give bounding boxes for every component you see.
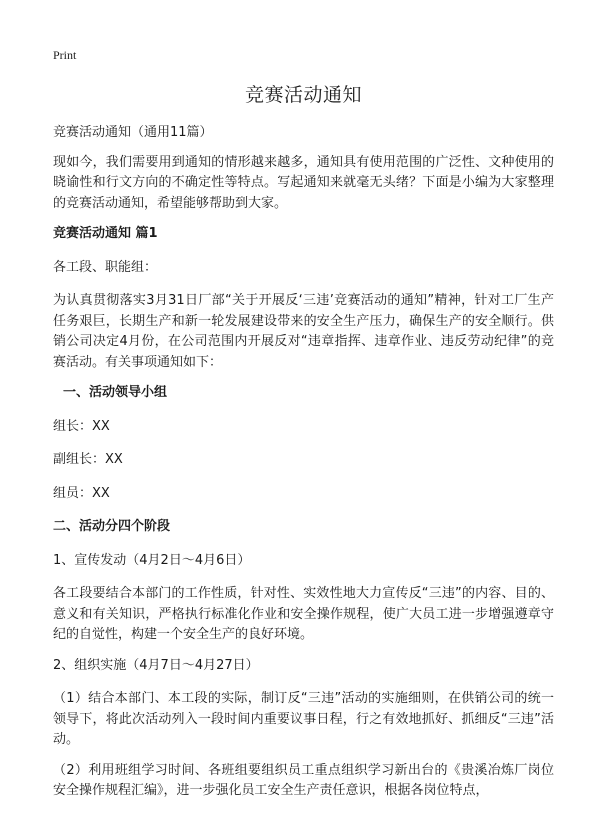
article-body-paragraph: 为认真贯彻落实3月31日厂部“关于开展反‘三违’竞赛活动的通知”精神，针对工厂生产任务艰巨，长期生产和新一轮发展建设带来的安全生产压力，确保生产的安全顺行。供销公司决定4月份，在公司范围内开展反对“违章指挥、违章作业、违反劳动纪律”的竞赛活动。有关事项通知如下： <box>53 293 554 370</box>
member-line: 组员：XX <box>53 485 110 501</box>
intro-paragraph: 现如今，我们需要用到通知的情形越来越多，通知具有使用范围的广泛性、文种使用的晓谕性和行文方向的不确定性等特点。写起通知来就毫无头绪？下面是小编为大家整理的竞赛活动通知，希望能够帮助到大家。 <box>53 154 554 211</box>
stage-2-title: 2、组织实施（4月7日～4月27日） <box>53 657 259 673</box>
stage-1-title: 1、宣传发动（4月2日～4月6日） <box>53 552 251 568</box>
deputy-leader-line: 副组长：XX <box>53 452 123 467</box>
page-title: 竞赛活动通知 <box>244 84 362 106</box>
document-subtitle: 竞赛活动通知（通用11篇） <box>53 125 213 140</box>
stage-2-item-2: （2）利用班组学习时间、各班组要组织员工重点组织学习新出台的《贵溪冶炼厂岗位安全操作规程汇编》，进一步强化员工安全生产责任意识，根据各岗位特点， <box>53 762 554 798</box>
leader-line: 组长：XX <box>53 418 110 434</box>
section-heading-stages: 二、活动分四个阶段 <box>53 519 171 534</box>
stage-1-body: 各工段要结合本部门的工作性质，针对性、实效性地大力宣传反“三违”的内容、目的、意义和有关知识，严格执行标准化作业和安全操作规程，使广大员工进一步增强遵章守纪的自觉性，构建一个安全生产的良好环境。 <box>53 586 554 642</box>
article-heading: 竞赛活动通知 篇1 <box>53 226 158 241</box>
salutation: 各工段、职能组： <box>53 259 158 275</box>
section-heading-leadership: 一、活动领导小组 <box>63 385 168 400</box>
print-link[interactable]: Print <box>53 48 77 62</box>
stage-2-item-1: （1）结合本部门、本工段的实际，制订反“三违”活动的实施细则，在供销公司的统一领导下，将此次活动列入一段时间内重要议事日程，行之有效地抓好、抓细反“三违”活动。 <box>53 691 554 747</box>
